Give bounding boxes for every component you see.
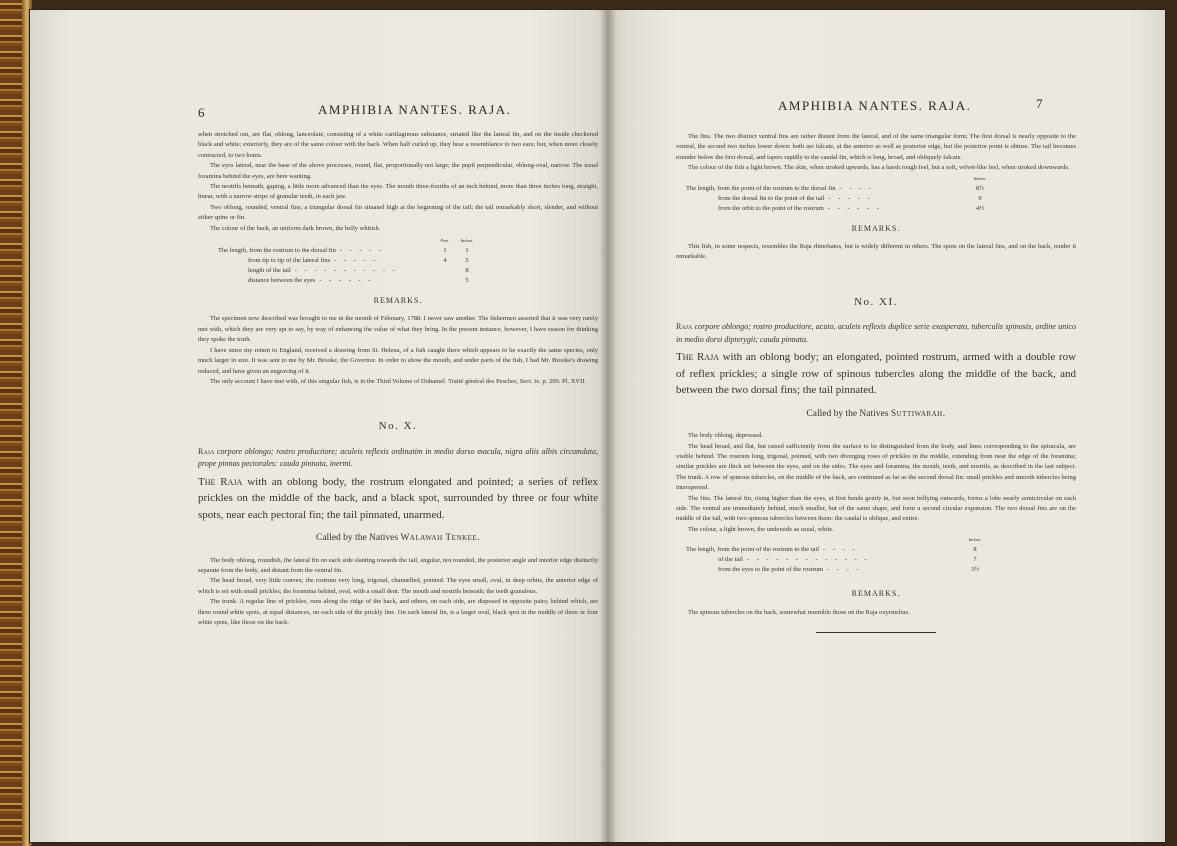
inches-header: Inches. [460,238,474,244]
feet-header: Feet. [440,238,450,244]
paragraph: The eyes lateral, near the base of the above processes, round, flat, proportionally not large; the pupil perpendicular, oblong-oval, narrow. The usual foramina behind the eyes, are here wanting. [198,162,598,180]
native-name: Called by the Natives Suttiwarah. [806,408,946,419]
right-page [608,10,1165,842]
measure-row: from tip to tip of the lateral fins - - - - - 4 5 [248,257,469,265]
english-diagnosis: The Raja with an oblong body, the rostrum elongated and pointed; a series of reflex prickles on the middle of the back, and a black spot, surrounded by three or four white spots, near each pectoral fin; the tail pinnated, unarmed. [198,475,599,521]
measurements-table [218,236,478,286]
species-number-heading: No. X. [378,420,418,433]
latin-diagnosis: Raja corpore oblongo; rostro productiore; aculeis reflexis ordinatim in medio dorso macula, nigra aliis albis circumdata, prope pinnas pectorales: cauda pinnata, inermi. [198,446,598,469]
measure-row: from the eyes to the point of the rostrum - - - - 3½ [718,566,980,574]
paragraph: The colour of the back, an uniform dark brown, the belly whitish. [210,224,381,232]
paragraph: The body oblong, depressed. [688,432,763,440]
right-text-column [676,132,1076,633]
remarks-heading: REMARKS. [851,223,901,233]
paragraph: I have since my return to England, received a drawing from St. Helena, of a fish caught there which appears to be exactly the same species, only much larger in size. It was sent to me by Mr. Brooke, the Governor. In order to show the mouth, and under parts of the fish, I had Mr. Brooke's drawing reduced, and have given an engraving of it. [198,346,598,375]
paragraph: This fish, in some respects, resembles the Raja rhinobatos, but is widely different in others. The spots on the lateral fins, and on the back, render it remarkable. [676,243,1076,261]
paragraph: The head broad, very little convex; the rostrum very long, trigonal, channelled, pointed. The eyes small, oval, in deep orbits, the anterior edge of which is set with small prickles; the foramina behind, oval, with a small dent. The mouth and nostrils beneath; the teeth granulous. [198,577,598,595]
paragraph: Two oblong, rounded, ventral fins; a triangular dorsal fin situated high at the beginning of the tail; the tail remarkably short, slender, and without either spine or fin. [198,203,598,222]
paragraph: The colour, a light brown, the underside as usual, white. [688,525,834,533]
book-spread [30,10,1165,842]
gutter-shadow [600,10,616,842]
remarks-heading: REMARKS. [851,589,901,599]
right-running-head: AMPHIBIA NANTES. RAJA. [778,98,972,113]
measure-row: The length, from the point of the rostrum to the tail - - - - 8 [686,546,977,554]
latin-diagnosis: Raja corpore oblongo; rostro productiore, acuto, aculeis reflexis duplice serie exasperato, tuberculis spinosis, ordine unico in medio dorsi dipterygii; cauda pinnata. [676,322,1077,344]
paragraph: The nostrils beneath, gaping, a little more advanced than the eyes. The mouth three-fourths of an inch behind, more than three inches long, straight, linear, with a narrow stripe of granular teeth, in each jaw. [198,183,598,201]
paragraph: The spinous tubercles on the back, somewhat resemble those on the Raja oxyrinchus. [688,608,910,616]
left-text-column [198,130,598,628]
paragraph: The fins. The two distinct ventral fins are rather distant from the lateral, and of the same triangular form; The first dorsal is nearly opposite to the ventral, the second two inches lower down: both are falcate, at the anterior as well as posterior edge, but the posterior point is obtuse. The tail becomes rounder below the first dorsal, and tapers rapidly to the caudal fin, which is long, broad, and obliquely falcate. [676,133,1076,161]
measure-row: distance between the eyes - - - - - - 5 [248,277,469,285]
native-name: Called by the Natives Walawah Tenkee. [316,533,480,544]
remarks-heading: REMARKS. [373,296,423,306]
measure-row: length of the tail - - - - - - - - - - - 8 [248,267,469,275]
paragraph: when stretched out, are flat, oblong, lanceolate, consisting of a white cartilaginous substance, striated like the lateral fin, and on the inside checkered black and white; exteriorly, they are of the same colour with the back. When half curled up, they bear a resemblance to two ears; but, when more closely contracted, to two horns. [198,131,598,159]
paragraph: The only account I have met with, of this singular fish, is in the Third Volume of Duhamel. Traité général des Pesches, Sect. ix. p. 299. Pl. XVII. [210,377,587,385]
paragraph: The colour of the fish a light brown. The skin, when stroked upwards, has a harsh rough feel, but a soft, velvet-like feel, when stroked downwards. [688,164,1070,172]
left-page [30,10,608,842]
inches-header: Inches. [968,537,982,543]
measure-row: of the tail - - - - - - - - - - - - - 7 [718,556,977,564]
measure-row: from the dorsal fin to the point of the tail - - - - - 9 [718,194,982,202]
left-running-head: AMPHIBIA NANTES. RAJA. [318,102,512,117]
right-page-number: 7 [1036,96,1043,111]
paragraph: The body oblong, roundish, the lateral fin on each side slanting towards the tail, angular, not rounded, the posterior angle and interior edge distinctly separate from the body, and distant from the ventral fin. [198,556,598,575]
measure-row: The length, from the rostrum to the dorsal fin - - - - - 1 1 [218,247,469,255]
measure-row: The length, from the point of the rostrum to the dorsal fin - - - - 8½ [686,184,985,192]
measure-row: from the orbit to the point of the rostrum - - - - - - 4½ [718,204,985,212]
paragraph: The head broad, and flat, but raised sufficiently from the surface to be distinguished from the body, and lines corresponding to the spiracula, are visible behind. The rostrum long, trigonal, pointed, with two diverging rows of prickles in the middle, extending from near the edge of the foramina; similar prickles are thick set between the eyes, and on the sides. The eyes and foramina, the mouth, teeth, and nostrils, as described in the last subject. The trunk. A row of spinous tubercles, on the middle of the back, are continued as far as the second dorsal fin: small prickles and smooth tubercles being interspersed. [676,442,1076,492]
paragraph: The trunk. A regular line of prickles, runs along the ridge of the back, and others, on each side, are disposed in opposite pairs; behind which, are three round white spots, at equal distances, on each side of the prickly line. On each lateral fin, is a larger oval, black spot in the middle of three or four white spots, like those on the back. [198,598,598,627]
measurements-table [686,174,991,214]
paragraph: The fins. The lateral fin, rising higher than the eyes, at first bends gently in, but soon bellying outwards, forms a lobe nearly semicircular on each side. The ventral are immediately behind, much smaller, but of the same shape, and form a second circular expansion. The two dorsal fins are on the middle of the tail, with two spinous tubercles between them: the caudal is oblique, and entire. [676,494,1076,523]
left-page-number: 6 [198,105,205,120]
paragraph: The specimen now described was brought to me in the month of February, 1788. I never saw another. The fishermen asserted that it was very rarely met with, which they are very apt to say, by way of enhancing the value of what they bring. In the present instance, however, I have reason for thinking they spoke the truth. [198,315,598,344]
inches-header: Inches. [973,175,987,181]
english-diagnosis: The Raja with an oblong body; an elongated, pointed rostrum, armed with a double row of reflex prickles; a single row of spinous tubercles along the middle of the back, and between the two dorsal fins; the tail pinnated. [676,351,1077,397]
end-rule [816,632,936,633]
species-number-heading: No. XI. [854,295,898,308]
measurements-table-2 [686,535,986,575]
